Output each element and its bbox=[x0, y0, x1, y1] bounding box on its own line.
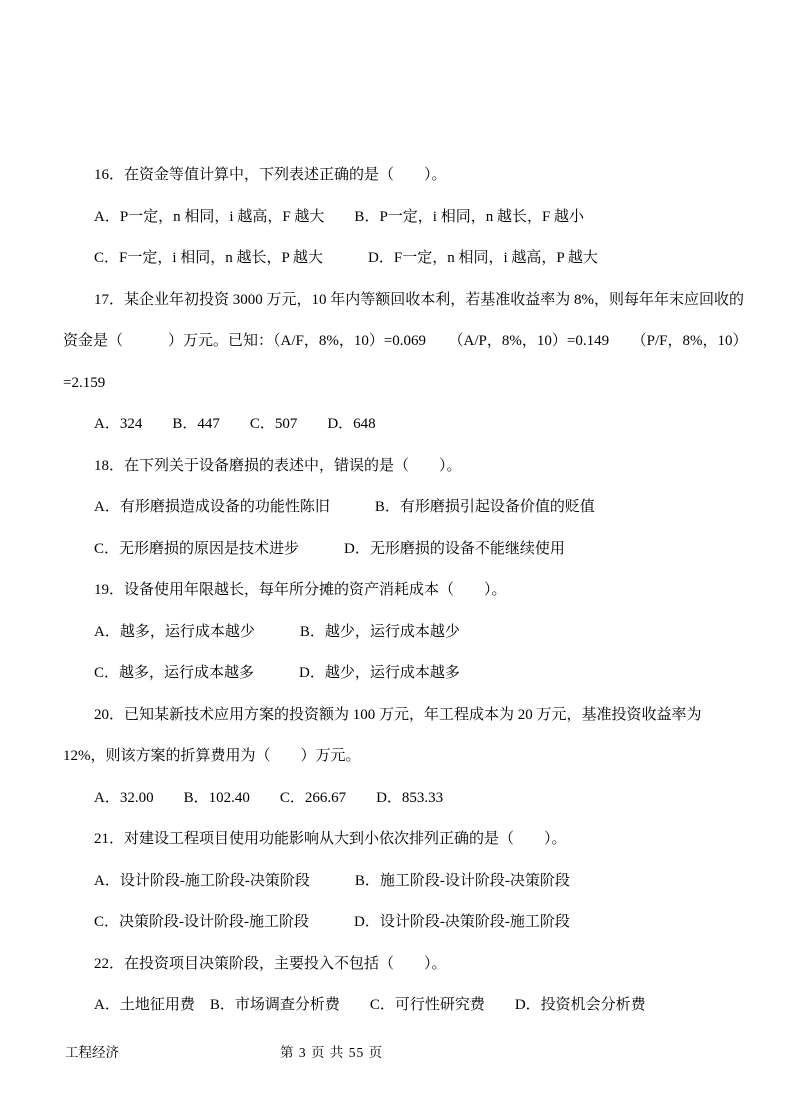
question-16-options-ab: A．P一定，n 相同，i 越高，F 越大 B．P一定，i 相同，n 越长，F 越小 bbox=[94, 208, 585, 225]
question-21-stem: 21．对建设工程项目使用功能影响从大到小依次排列正确的是（ ）。 bbox=[94, 831, 567, 847]
question-19-options-ab: A．越多，运行成本越少 B．越少，运行成本越少 bbox=[94, 623, 460, 640]
question-21-options-ab: A．设计阶段-施工阶段-决策阶段 B．施工阶段-设计阶段-决策阶段 bbox=[94, 872, 570, 889]
question-20-stem-line-2: 12%，则该方案的折算费用为（ ）万元。 bbox=[63, 748, 361, 764]
question-18-stem: 18．在下列关于设备磨损的表述中，错误的是（ ）。 bbox=[94, 457, 462, 474]
question-18-options-cd: C．无形磨损的原因是技术进步 D．无形磨损的设备不能继续使用 bbox=[94, 540, 565, 557]
question-17-stem-line-3: =2.159 bbox=[63, 374, 106, 391]
question-18-options-ab: A．有形磨损造成设备的功能性陈旧 B．有形磨损引起设备价值的贬值 bbox=[94, 499, 595, 515]
footer-doc-title: 工程经济 bbox=[65, 1045, 119, 1060]
question-16-options-cd: C．F一定，i 相同，n 越长，P 越大 D．F一定，n 相同，i 越高，P 越大 bbox=[94, 250, 598, 266]
question-16-stem: 16．在资金等值计算中，下列表述正确的是（ ）。 bbox=[94, 167, 447, 183]
footer-page-number: 第 3 页 共 55 页 bbox=[280, 1045, 384, 1060]
question-17-stem-line-1: 17．某企业年初投资 3000 万元，10 年内等额回收本利，若基准收益率为 8%，则每年年末应回收的 bbox=[94, 291, 744, 308]
question-19-stem: 19．设备使用年限越长，每年所分摊的资产消耗成本（ ）。 bbox=[94, 582, 507, 598]
question-19-options-cd: C．越多，运行成本越多 D．越少，运行成本越多 bbox=[94, 665, 460, 681]
question-21-options-cd: C．决策阶段-设计阶段-施工阶段 D．设计阶段-决策阶段-施工阶段 bbox=[94, 914, 570, 930]
question-20-stem-line-1: 20．已知某新技术应用方案的投资额为 100 万元，年工程成本为 20 万元，基准投资收益率为 bbox=[94, 706, 702, 723]
question-17-options: A．324 B．447 C．507 D．648 bbox=[94, 416, 376, 432]
question-22-options: A．土地征用费 B．市场调查分析费 C．可行性研究费 D．投资机会分析费 bbox=[94, 997, 646, 1013]
question-22-stem: 22．在投资项目决策阶段，主要投入不包括（ ）。 bbox=[94, 955, 447, 972]
page-footer bbox=[0, 1038, 792, 1068]
question-list bbox=[63, 155, 753, 1027]
question-20-options: A．32.00 B．102.40 C．266.67 D．853.33 bbox=[94, 789, 444, 806]
question-17-stem-line-2: 资金是（ ）万元。已知：（A/F，8%，10）=0.069 （A/P，8%，10）=0.149 （P/F，8%，10） bbox=[63, 333, 748, 349]
